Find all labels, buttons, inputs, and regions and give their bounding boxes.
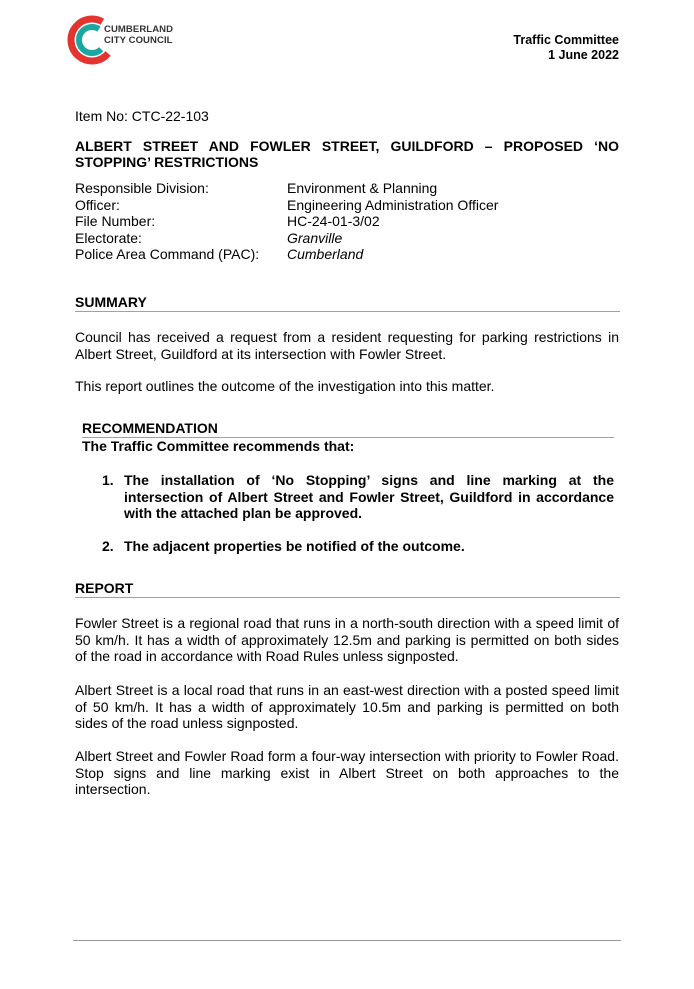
summary-paragraph: This report outlines the outcome of the investigation into this matter. [75, 378, 495, 394]
detail-label: File Number: [75, 213, 156, 230]
detail-row-file-number [75, 213, 498, 230]
detail-label: Police Area Command (PAC): [75, 246, 260, 263]
detail-value: Granville [287, 229, 343, 246]
summary-divider [75, 311, 620, 312]
report-paragraph: Albert Street and Fowler Road form a four-way intersection with priority to Fowler Road. Stop signs and line marking exist in Albert Street on both approaches to the intersection. [75, 748, 619, 797]
item-number: Item No: CTC-22-103 [75, 108, 209, 124]
header-meeting-info [513, 33, 619, 63]
logo-text-line2: CITY COUNCIL [104, 35, 173, 46]
report-divider [75, 597, 620, 598]
detail-row-officer [75, 197, 498, 214]
report-title: ALBERT STREET AND FOWLER STREET, GUILDFORD – PROPOSED ‘NO STOPPING’ RESTRICTIONS [75, 138, 619, 170]
detail-row-division [75, 180, 498, 197]
list-item-text: The adjacent properties be notified of the outcome. [124, 537, 465, 554]
footer-divider [73, 940, 621, 941]
detail-label: Responsible Division: [75, 180, 209, 196]
logo-wordmark [104, 24, 173, 46]
list-item-number: 1. [102, 472, 114, 488]
report-paragraph: Fowler Street is a regional road that runs in a north-south direction with a speed limit of 50 km/h. It has a width of approximately 12.5m and parking is permitted on both sides of the road in accordance with Road Rules unless signposted. [75, 615, 619, 664]
detail-row-electorate [75, 230, 498, 247]
list-item [102, 538, 614, 555]
list-item-text: The installation of ‘No Stopping’ signs and line marking at the intersection of Albert Street and Fowler Street, Guildford in accordance with the attached plan be approved. [124, 472, 614, 521]
report-paragraph: Albert Street is a local road that runs in an east-west direction with a posted speed limit of 50 km/h. It has a width of approximately 10.5m and parking is permitted on both sides of the road unless signposted. [75, 682, 619, 731]
list-item [102, 472, 614, 522]
detail-value: Environment & Planning [287, 180, 438, 196]
report-details [75, 180, 498, 263]
detail-label: Electorate: [75, 229, 142, 246]
logo-text-line1: CUMBERLAND [104, 24, 174, 35]
detail-label: Officer: [75, 196, 120, 213]
recommendation-list [102, 472, 614, 570]
summary-paragraph: Council has received a request from a resident requesting for parking restrictions in Albert Street, Guildford at its intersection with Fowler Street. [75, 329, 619, 362]
recommendation-heading: RECOMMENDATION [82, 420, 218, 436]
committee-name: Traffic Committee [513, 33, 619, 47]
list-item-number: 2. [102, 537, 114, 554]
summary-heading: SUMMARY [75, 294, 147, 310]
recommendation-intro: The Traffic Committee recommends that: [82, 438, 355, 454]
detail-row-pac [75, 246, 498, 263]
detail-value: HC-24-01-3/02 [287, 213, 380, 230]
meeting-date: 1 June 2022 [548, 48, 619, 62]
detail-value: Engineering Administration Officer [287, 196, 499, 213]
detail-value: Cumberland [287, 246, 364, 263]
report-heading: REPORT [75, 580, 134, 596]
